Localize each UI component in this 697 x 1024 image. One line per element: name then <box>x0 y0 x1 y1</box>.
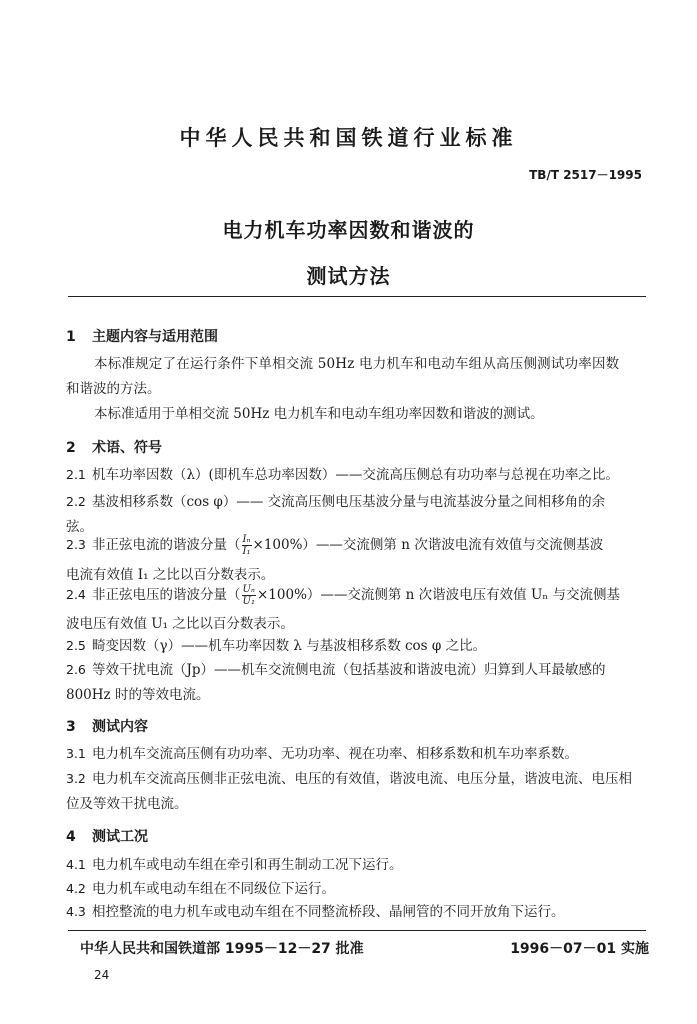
item-3-2-number: 3.2 <box>66 771 86 786</box>
item-3-2 <box>66 767 632 787</box>
item-4-1 <box>66 853 403 873</box>
item-2-6-number: 2.6 <box>66 662 86 677</box>
item-2-3-number: 2.3 <box>66 537 86 552</box>
item-2-4-fraction-denominator: U₁ <box>242 596 255 607</box>
item-4-3-text: 相控整流的电力机车或电动车组在不同整流桥段、晶闸管的不同开放角下运行。 <box>92 904 565 920</box>
item-2-4-suffix: ×100%）——交流侧第 n 次谐波电压有效值 Uₙ 与交流侧基 <box>256 587 620 603</box>
item-2-2-text-line-2: 弦。 <box>66 519 93 535</box>
approval-line: 中华人民共和国铁道部 1995－12－27 批准 <box>80 941 364 957</box>
item-4-2 <box>66 877 335 897</box>
section-4-title: 测试工况 <box>92 829 148 845</box>
section-4-number: 4 <box>66 829 76 845</box>
item-2-3-fraction-numerator: Iₙ <box>242 534 251 545</box>
item-2-2-number: 2.2 <box>66 494 86 509</box>
page-number: 24 <box>94 968 110 982</box>
item-2-4-prefix: 非正弦电压的谐波分量（ <box>92 587 241 603</box>
item-2-4-fraction <box>242 584 256 607</box>
item-2-3-fraction-denominator: I₁ <box>242 546 251 557</box>
item-2-4-text-line-2: 波电压有效值 U₁ 之比以百分数表示。 <box>66 616 294 632</box>
section-3-number: 3 <box>66 719 76 735</box>
item-2-3-suffix: ×100%）——交流侧第 n 次谐波电流有效值与交流侧基波 <box>252 537 604 553</box>
item-3-1-number: 3.1 <box>66 746 86 761</box>
item-2-1-number: 2.1 <box>66 467 86 482</box>
document-title-line2: 测试方法 <box>306 264 391 288</box>
item-2-6 <box>66 658 606 678</box>
item-4-1-text: 电力机车或电动车组在牵引和再生制动工况下运行。 <box>92 857 403 873</box>
section-2-title: 术语、符号 <box>92 440 162 456</box>
footer-divider <box>68 930 646 931</box>
item-2-4 <box>66 583 620 607</box>
standard-code: TB/T 2517－1995 <box>529 168 642 182</box>
section-1-heading <box>66 326 218 346</box>
item-3-1-text: 电力机车交流高压侧有功功率、无功功率、视在功率、相移系数和机车功率系数。 <box>92 746 578 762</box>
item-3-1 <box>66 742 578 762</box>
item-2-6-text-line-1: 等效干扰电流（Jp）——机车交流侧电流（包括基波和谐波电流）归算到人耳最敏感的 <box>92 662 606 678</box>
item-2-3-text-line-2: 电流有效值 I₁ 之比以百分数表示。 <box>66 567 275 583</box>
item-2-5 <box>66 634 486 654</box>
item-2-5-number: 2.5 <box>66 638 86 653</box>
item-2-3-prefix: 非正弦电流的谐波分量（ <box>92 537 241 553</box>
section-3-heading <box>66 716 148 736</box>
effective-date: 1996－07－01 实施 <box>510 941 649 957</box>
item-4-2-text: 电力机车或电动车组在不同级位下运行。 <box>92 881 335 897</box>
section-3-title: 测试内容 <box>92 719 148 735</box>
item-2-3 <box>66 533 603 557</box>
item-2-4-number: 2.4 <box>66 587 86 602</box>
item-2-3-fraction <box>242 534 252 557</box>
section-1-title: 主题内容与适用范围 <box>92 329 218 345</box>
item-4-3 <box>66 900 565 920</box>
item-2-2 <box>66 490 605 510</box>
section-2-number: 2 <box>66 440 76 456</box>
section-1-paragraph-2: 本标准适用于单相交流 50Hz 电力机车和电动车组功率因数和谐波的测试。 <box>94 406 544 422</box>
section-1-paragraph-1-line-2: 和谐波的方法。 <box>66 381 161 397</box>
document-title-line1: 电力机车功率因数和谐波的 <box>222 218 475 242</box>
item-2-6-text-line-2: 800Hz 时的等效电流。 <box>66 687 210 703</box>
section-1-paragraph-1-line-1: 本标准规定了在运行条件下单相交流 50Hz 电力机车和电动车组从高压侧测试功率因数 <box>94 356 620 372</box>
header-divider <box>68 296 646 297</box>
item-2-5-text: 畸变因数（γ）——机车功率因数 λ 与基波相移系数 cos φ 之比。 <box>92 638 487 654</box>
item-4-3-number: 4.3 <box>66 904 86 919</box>
item-2-4-fraction-numerator: Uₙ <box>242 584 255 595</box>
item-3-2-text-line-1: 电力机车交流高压侧非正弦电流、电压的有效值，谐波电流、电压分量，谐波电流、电压相 <box>92 771 632 787</box>
item-2-1-text: 机车功率因数（λ）(即机车总功率因数）——交流高压侧总有功功率与总视在功率之比。 <box>92 467 619 483</box>
item-4-2-number: 4.2 <box>66 881 86 896</box>
section-2-heading <box>66 437 162 457</box>
item-3-2-text-line-2: 位及等效干扰电流。 <box>66 796 188 812</box>
item-4-1-number: 4.1 <box>66 857 86 872</box>
item-2-2-text-line-1: 基波相移系数（cos φ）—— 交流高压侧电压基波分量与电流基波分量之间相移角的余 <box>92 494 606 510</box>
section-1-number: 1 <box>66 329 76 345</box>
item-2-1 <box>66 463 619 483</box>
standard-title: 中华人民共和国铁道行业标准 <box>179 126 518 150</box>
section-4-heading <box>66 826 148 846</box>
